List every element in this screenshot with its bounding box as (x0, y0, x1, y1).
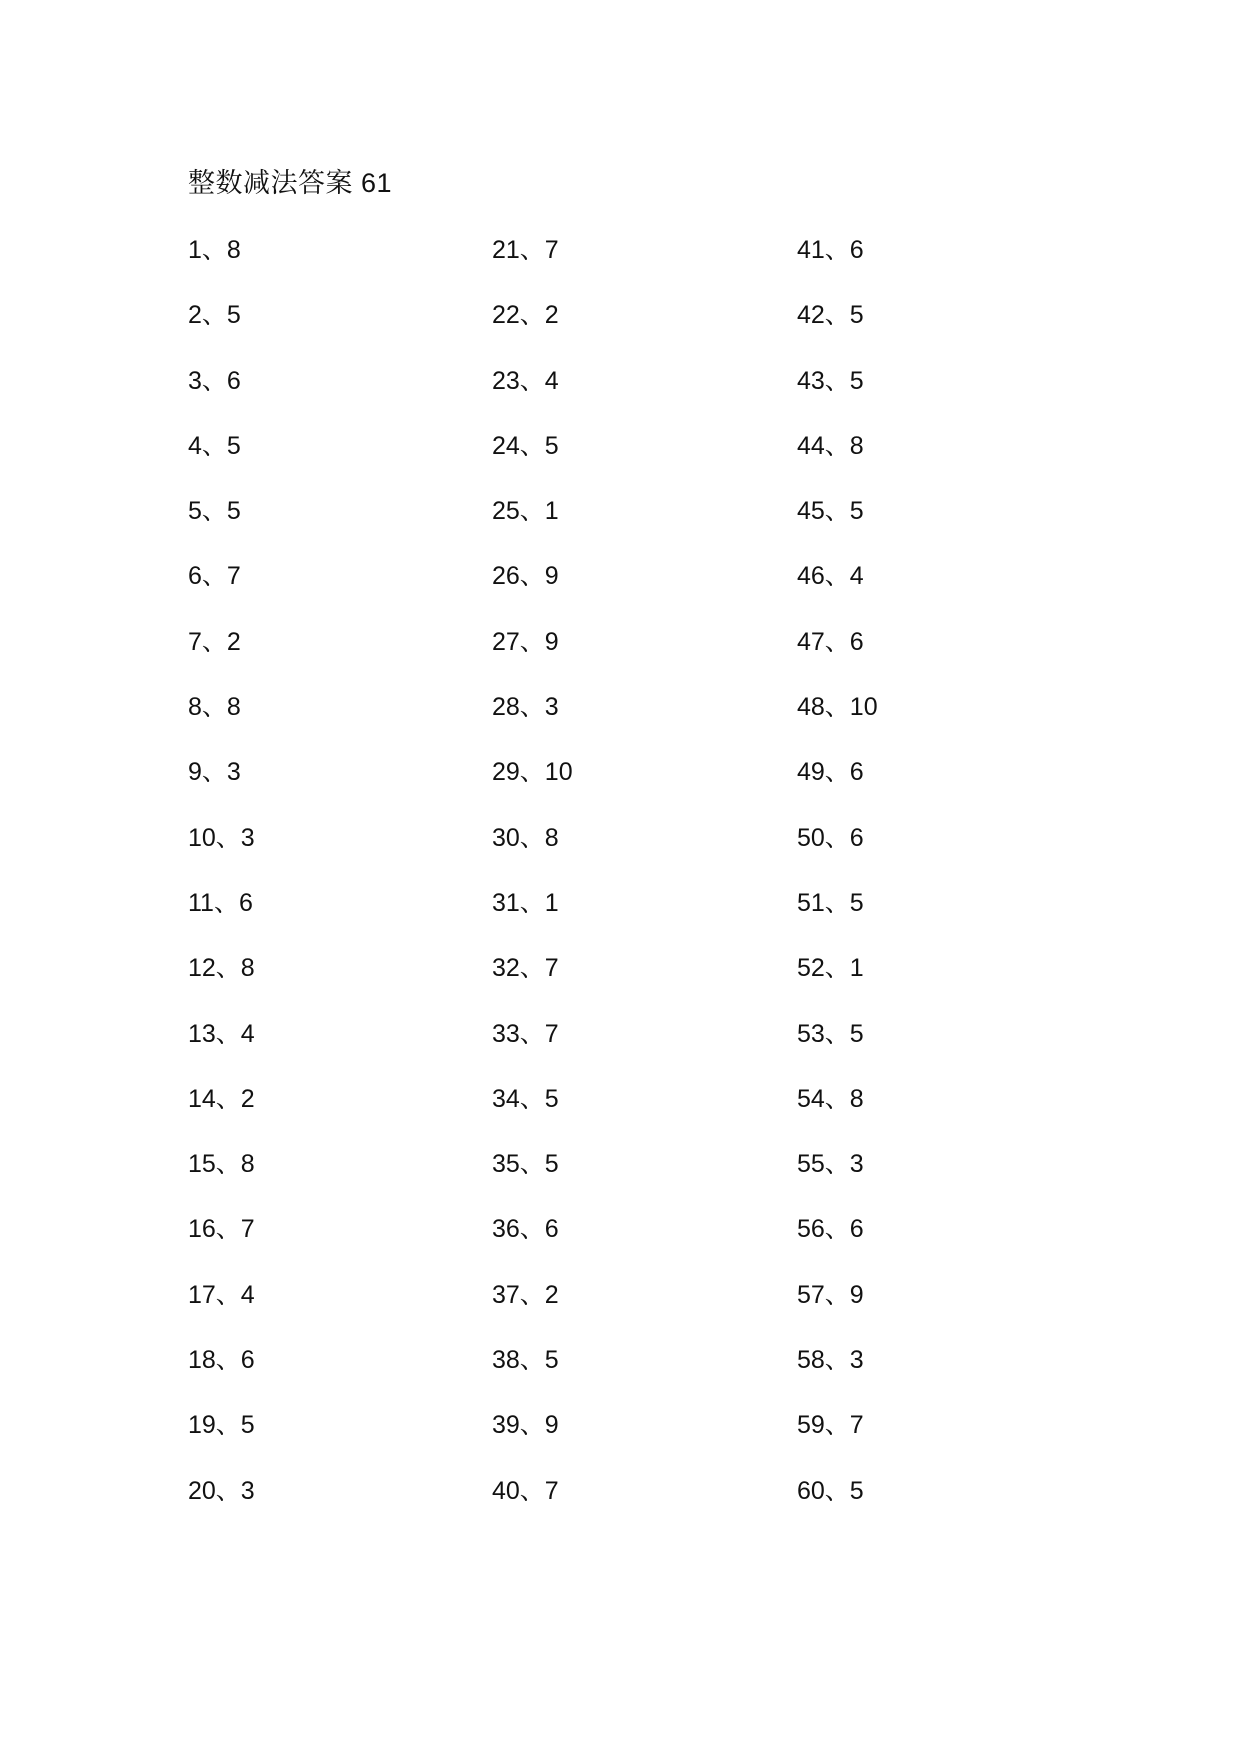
answer-item: 40、7 (492, 1476, 559, 1505)
answer-item: 13、4 (188, 1019, 255, 1048)
answer-item: 30、8 (492, 823, 559, 852)
answer-item: 50、6 (797, 823, 864, 852)
answer-item: 52、1 (797, 954, 864, 983)
answer-item: 26、9 (492, 562, 559, 591)
answer-item: 4、5 (188, 431, 241, 460)
answer-item: 21、7 (492, 236, 559, 264)
answer-column-1 (188, 232, 448, 1538)
answer-item: 59、7 (797, 1411, 864, 1440)
answer-item: 58、3 (797, 1346, 864, 1375)
answer-item: 54、8 (797, 1084, 864, 1113)
answer-item: 47、6 (797, 627, 864, 656)
answer-item: 22、2 (492, 301, 559, 330)
answer-column-2 (492, 232, 752, 1538)
answer-item: 37、2 (492, 1280, 559, 1309)
answer-item: 28、3 (492, 693, 559, 722)
answer-item: 35、5 (492, 1150, 559, 1179)
answer-item: 9、3 (188, 758, 241, 787)
answer-item: 8、8 (188, 693, 241, 722)
answer-item: 20、3 (188, 1476, 255, 1505)
answer-item: 15、8 (188, 1150, 255, 1179)
answer-item: 6、7 (188, 562, 241, 591)
answer-item: 42、5 (797, 301, 864, 330)
answer-item: 60、5 (797, 1476, 864, 1505)
answer-item: 32、7 (492, 954, 559, 983)
answer-item: 43、5 (797, 366, 864, 395)
answer-item: 23、4 (492, 366, 559, 395)
answer-item: 45、5 (797, 497, 864, 526)
answer-item: 5、5 (188, 497, 241, 526)
answer-item: 56、6 (797, 1215, 864, 1244)
answer-item: 19、5 (188, 1411, 255, 1440)
answer-item: 33、7 (492, 1019, 559, 1048)
answer-item: 31、1 (492, 888, 559, 917)
answer-item: 14、2 (188, 1084, 255, 1113)
answer-item: 48、10 (797, 693, 878, 722)
answer-item: 51、5 (797, 888, 864, 917)
answer-item: 24、5 (492, 431, 559, 460)
answer-item: 38、5 (492, 1346, 559, 1375)
answer-column-3 (797, 232, 1057, 1538)
answer-item: 36、6 (492, 1215, 559, 1244)
answer-item: 3、6 (188, 366, 241, 395)
answer-item: 44、8 (797, 431, 864, 460)
answer-item: 49、6 (797, 758, 864, 787)
answer-item: 16、7 (188, 1215, 255, 1244)
answer-item: 57、9 (797, 1280, 864, 1309)
answer-item: 7、2 (188, 627, 241, 656)
answer-item: 46、4 (797, 562, 864, 591)
answer-item: 39、9 (492, 1411, 559, 1440)
answer-item: 10、3 (188, 823, 255, 852)
answer-item: 53、5 (797, 1019, 864, 1048)
answer-item: 17、4 (188, 1280, 255, 1309)
answer-item: 11、6 (188, 888, 253, 917)
answer-item: 34、5 (492, 1084, 559, 1113)
answer-item: 1、8 (188, 236, 241, 264)
answer-item: 41、6 (797, 236, 864, 264)
answer-item: 27、9 (492, 627, 559, 656)
answer-item: 2、5 (188, 301, 241, 330)
answer-item: 18、6 (188, 1346, 255, 1375)
answer-item: 12、8 (188, 954, 255, 983)
answer-item: 29、10 (492, 758, 573, 787)
answer-item: 25、1 (492, 497, 559, 526)
page-title: 整数减法答案 61 (188, 168, 393, 198)
answer-item: 55、3 (797, 1150, 864, 1179)
